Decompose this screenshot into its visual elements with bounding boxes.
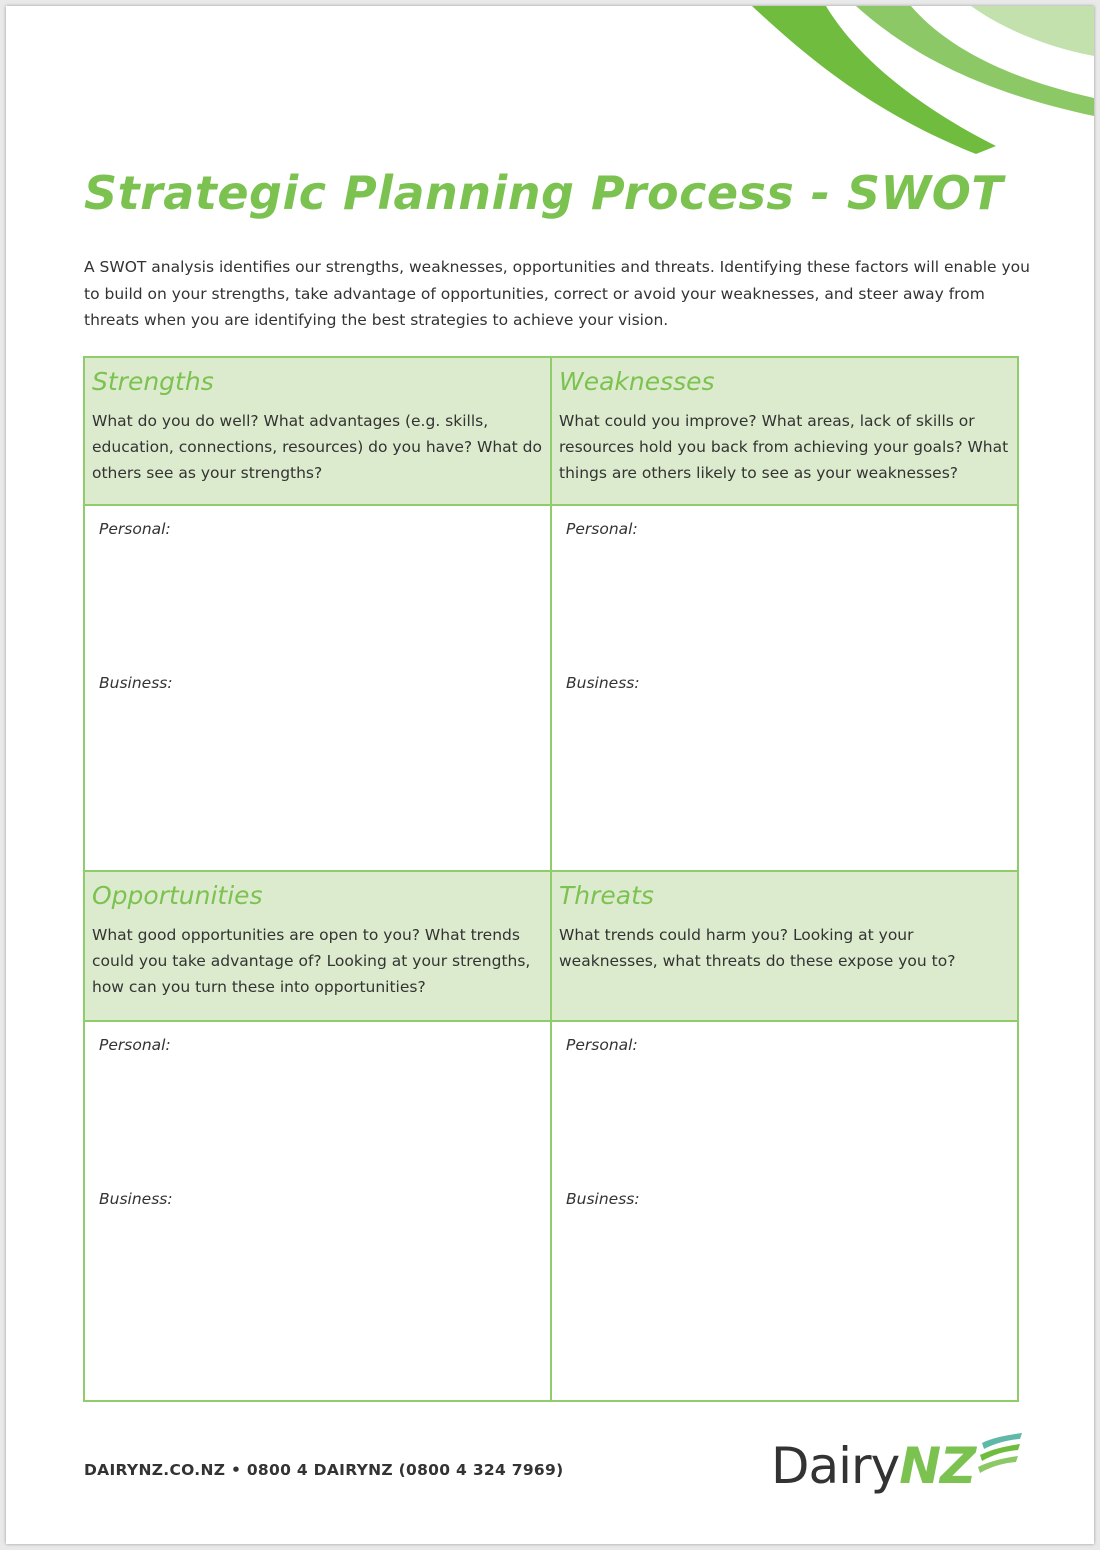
threats-input-area[interactable] <box>551 1021 1018 1401</box>
opportunities-header <box>84 871 551 1021</box>
opportunities-question: What good opportunities are open to you? What trends could you take advantage of? Looking at your strengths, how can you turn these into opportunities? <box>92 926 531 996</box>
weaknesses-question: What could you improve? What areas, lack of skills or resources hold you back from achieving your goals? What things are others likely to see as your weaknesses? <box>559 412 1009 482</box>
strengths-title: Strengths <box>92 367 214 396</box>
opportunities-business-label: Business: <box>99 1190 173 1208</box>
strengths-question: What do you do well? What advantages (e.g. skills, education, connections, resources) do you have? What do others see as your strengths? <box>92 412 542 482</box>
strengths-header <box>84 357 551 505</box>
weaknesses-title: Weaknesses <box>559 367 715 396</box>
logo-stripes-icon <box>976 1431 1024 1475</box>
threats-question: What trends could harm you? Looking at your weaknesses, what threats do these expose you to? <box>559 926 956 970</box>
strengths-business-label: Business: <box>99 674 173 692</box>
logo-dairy-text: Dairy <box>771 1437 900 1495</box>
weaknesses-input-area[interactable] <box>551 505 1018 871</box>
intro-paragraph: A SWOT analysis identifies our strengths, weaknesses, opportunities and threats. Identifying these factors will enable you to build on your strengths, take advantage of opportunities, correct or avoid your weaknesses, and steer away from threats when you are identifying the best strategies to achieve your vision. <box>84 258 1030 329</box>
footer-contact: DAIRYNZ.CO.NZ • 0800 4 DAIRYNZ (0800 4 324 7969) <box>84 1461 564 1479</box>
swot-grid <box>83 356 1019 1402</box>
weaknesses-header <box>551 357 1018 505</box>
threats-title: Threats <box>559 881 654 910</box>
threats-header <box>551 871 1018 1021</box>
threats-personal-label: Personal: <box>566 1036 638 1054</box>
dairynz-logo <box>771 1431 1031 1501</box>
opportunities-title: Opportunities <box>92 881 263 910</box>
page-title: Strategic Planning Process - SWOT <box>84 166 1004 220</box>
strengths-personal-label: Personal: <box>99 520 171 538</box>
logo-wordmark <box>771 1437 975 1495</box>
decorative-swoosh <box>706 6 1094 166</box>
logo-nz-text: NZ <box>899 1437 976 1495</box>
weaknesses-business-label: Business: <box>566 674 640 692</box>
opportunities-personal-label: Personal: <box>99 1036 171 1054</box>
strengths-input-area[interactable] <box>84 505 551 871</box>
document-page <box>6 6 1094 1544</box>
opportunities-input-area[interactable] <box>84 1021 551 1401</box>
weaknesses-personal-label: Personal: <box>566 520 638 538</box>
threats-business-label: Business: <box>566 1190 640 1208</box>
